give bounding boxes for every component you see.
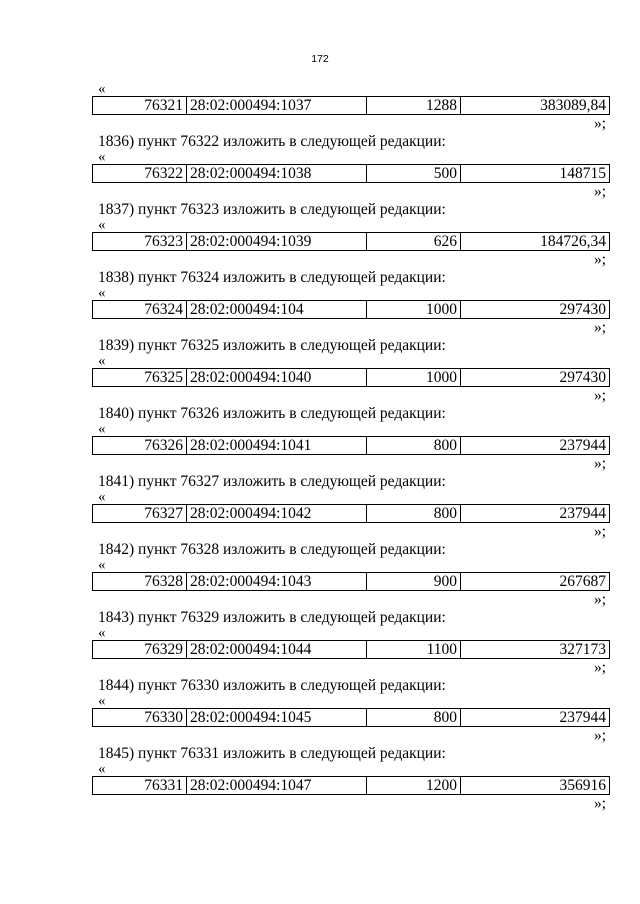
value-cell: 237944: [461, 505, 610, 523]
area-cell: 500: [367, 165, 461, 183]
entry-76322: [92, 133, 610, 201]
close-quote: »;: [593, 319, 606, 336]
open-quote: «: [98, 693, 106, 709]
close-quote: »;: [593, 455, 606, 472]
entry-table: [92, 368, 610, 387]
open-quote: «: [98, 217, 106, 233]
item-number-cell: 76322: [93, 165, 187, 183]
amendment-heading: 1837) пункт 76323 изложить в следующей редакции:: [98, 201, 446, 218]
area-cell: 900: [367, 573, 461, 591]
amendment-heading: 1843) пункт 76329 изложить в следующей редакции:: [98, 609, 446, 626]
item-number-cell: 76324: [93, 301, 187, 319]
item-number-cell: 76330: [93, 709, 187, 727]
value-cell: 383089,84: [461, 97, 610, 115]
page-number: 172: [311, 53, 329, 65]
entry-table: [92, 164, 610, 183]
area-cell: 1288: [367, 97, 461, 115]
open-quote: «: [98, 625, 106, 641]
close-quote: »;: [593, 659, 606, 676]
amendment-heading: 1841) пункт 76327 изложить в следующей редакции:: [98, 473, 446, 490]
area-cell: 626: [367, 233, 461, 251]
item-number-cell: 76325: [93, 369, 187, 387]
open-quote: «: [98, 489, 106, 505]
entry-76324: [92, 269, 610, 337]
open-quote: «: [98, 353, 106, 369]
item-number-cell: 76328: [93, 573, 187, 591]
entry-table: [92, 708, 610, 727]
cadastral-number-cell: 28:02:000494:1041: [187, 437, 367, 455]
value-cell: 237944: [461, 709, 610, 727]
item-number-cell: 76329: [93, 641, 187, 659]
entry-76327: [92, 473, 610, 541]
amendment-heading: 1839) пункт 76325 изложить в следующей редакции:: [98, 337, 446, 354]
cadastral-number-cell: 28:02:000494:104: [187, 301, 367, 319]
close-quote: »;: [593, 727, 606, 744]
amendment-heading: 1845) пункт 76331 изложить в следующей редакции:: [98, 745, 446, 762]
item-number-cell: 76331: [93, 777, 187, 795]
entry-table: [92, 436, 610, 455]
open-quote: «: [98, 421, 106, 437]
entry-table: [92, 572, 610, 591]
value-cell: 148715: [461, 165, 610, 183]
table-row: [93, 505, 610, 523]
entry-76331: [92, 745, 610, 813]
area-cell: 800: [367, 709, 461, 727]
entry-76326: [92, 405, 610, 473]
entry-table: [92, 776, 610, 795]
amendment-heading: 1838) пункт 76324 изложить в следующей редакции:: [98, 269, 446, 286]
table-row: [93, 709, 610, 727]
open-quote: «: [98, 149, 106, 165]
open-quote: «: [98, 285, 106, 301]
area-cell: 1000: [367, 369, 461, 387]
entry-76321: [92, 82, 610, 133]
entry-table: [92, 504, 610, 523]
table-row: [93, 437, 610, 455]
item-number-cell: 76326: [93, 437, 187, 455]
cadastral-number-cell: 28:02:000494:1045: [187, 709, 367, 727]
entry-76325: [92, 337, 610, 405]
close-quote: »;: [593, 183, 606, 200]
entry-table: [92, 640, 610, 659]
value-cell: 327173: [461, 641, 610, 659]
cadastral-number-cell: 28:02:000494:1043: [187, 573, 367, 591]
item-number-cell: 76323: [93, 233, 187, 251]
area-cell: 1000: [367, 301, 461, 319]
area-cell: 800: [367, 505, 461, 523]
table-row: [93, 641, 610, 659]
close-quote: »;: [593, 387, 606, 404]
entry-table: [92, 96, 610, 115]
amendment-heading: 1840) пункт 76326 изложить в следующей редакции:: [98, 405, 446, 422]
value-cell: 297430: [461, 369, 610, 387]
value-cell: 267687: [461, 573, 610, 591]
value-cell: 356916: [461, 777, 610, 795]
area-cell: 1100: [367, 641, 461, 659]
cadastral-number-cell: 28:02:000494:1037: [187, 97, 367, 115]
open-quote: «: [98, 81, 106, 97]
close-quote: »;: [593, 523, 606, 540]
table-row: [93, 369, 610, 387]
item-number-cell: 76327: [93, 505, 187, 523]
entry-table: [92, 232, 610, 251]
cadastral-number-cell: 28:02:000494:1042: [187, 505, 367, 523]
close-quote: »;: [593, 591, 606, 608]
table-row: [93, 777, 610, 795]
cadastral-number-cell: 28:02:000494:1040: [187, 369, 367, 387]
value-cell: 184726,34: [461, 233, 610, 251]
entry-76330: [92, 677, 610, 745]
close-quote: »;: [593, 795, 606, 812]
value-cell: 237944: [461, 437, 610, 455]
entries-list: [92, 133, 610, 813]
cadastral-number-cell: 28:02:000494:1047: [187, 777, 367, 795]
open-quote: «: [98, 557, 106, 573]
close-quote: »;: [593, 251, 606, 268]
close-quote: »;: [593, 115, 606, 132]
table-row: [93, 301, 610, 319]
table-row: [93, 233, 610, 251]
area-cell: 1200: [367, 777, 461, 795]
open-quote: «: [98, 761, 106, 777]
entry-table: [92, 300, 610, 319]
cadastral-number-cell: 28:02:000494:1038: [187, 165, 367, 183]
value-cell: 297430: [461, 301, 610, 319]
entry-76323: [92, 201, 610, 269]
entry-76328: [92, 541, 610, 609]
table-row: [93, 573, 610, 591]
area-cell: 800: [367, 437, 461, 455]
cadastral-number-cell: 28:02:000494:1039: [187, 233, 367, 251]
amendment-heading: 1836) пункт 76322 изложить в следующей редакции:: [98, 133, 446, 150]
amendment-heading: 1842) пункт 76328 изложить в следующей редакции:: [98, 541, 446, 558]
cadastral-number-cell: 28:02:000494:1044: [187, 641, 367, 659]
document-body: [92, 82, 610, 813]
item-number-cell: 76321: [93, 97, 187, 115]
table-row: [93, 97, 610, 115]
entry-76329: [92, 609, 610, 677]
amendment-heading: 1844) пункт 76330 изложить в следующей редакции:: [98, 677, 446, 694]
table-row: [93, 165, 610, 183]
